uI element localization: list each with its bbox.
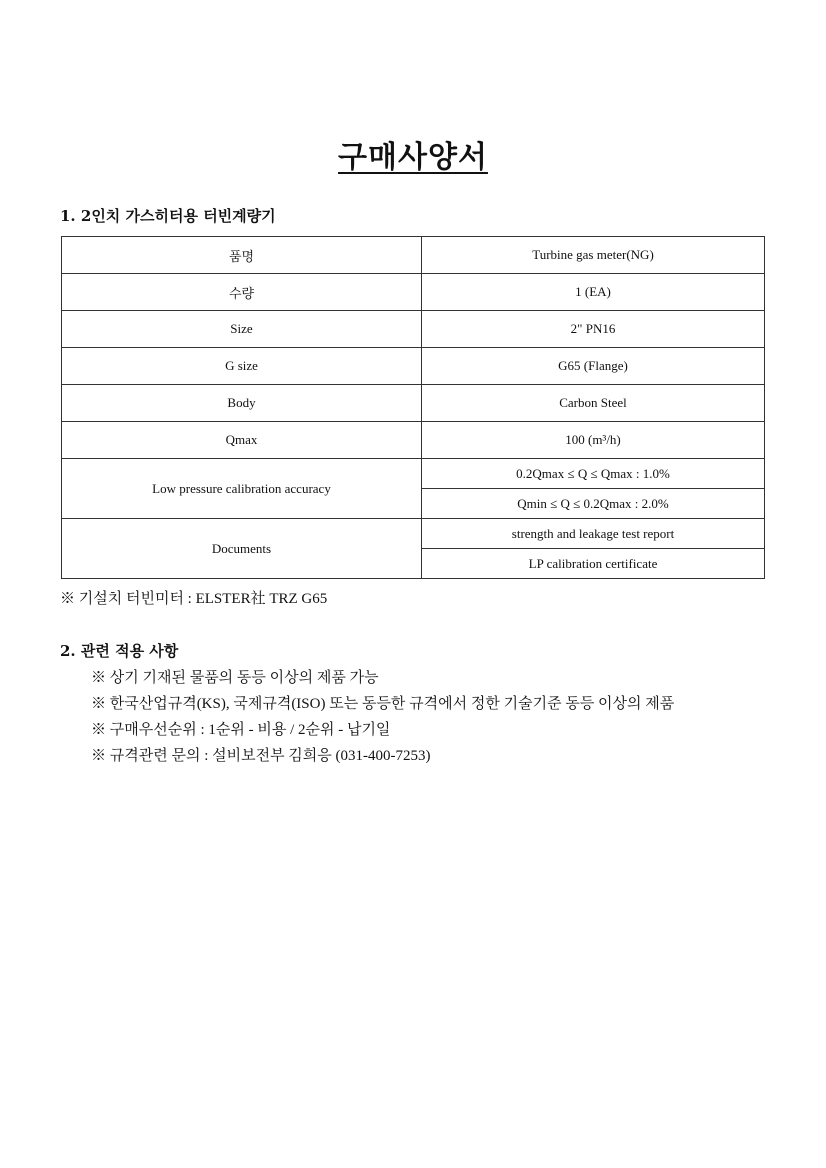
spec-label: Size bbox=[62, 311, 422, 348]
installed-meter-note: ※ 기설치 터빈미터 : ELSTER社 TRZ G65 bbox=[60, 591, 328, 607]
section-1-heading: 1. 2인치 가스히터용 터빈계량기 bbox=[60, 207, 276, 225]
section-2-heading: 2. 관련 적용 사항 bbox=[60, 642, 179, 660]
list-item: ※ 한국산업규격(KS), 국제규격(ISO) 또는 동등한 규격에서 정한 기술기준 동등 이상의 제품 bbox=[91, 696, 675, 712]
table-row bbox=[62, 385, 765, 422]
accuracy-value: Qmin ≤ Q ≤ 0.2Qmax : 2.0% bbox=[422, 489, 765, 519]
documents-value: strength and leakage test report bbox=[422, 519, 765, 549]
table-row bbox=[62, 274, 765, 311]
spec-label: 수량 bbox=[62, 274, 422, 311]
page-title-text: 구매사양서 bbox=[338, 140, 488, 175]
spec-value: 2" PN16 bbox=[422, 311, 765, 348]
spec-value: 1 (EA) bbox=[422, 274, 765, 311]
spec-label: Qmax bbox=[62, 422, 422, 459]
table-row bbox=[62, 237, 765, 274]
spec-value: Turbine gas meter(NG) bbox=[422, 237, 765, 274]
spec-label: G size bbox=[62, 348, 422, 385]
documents-value: LP calibration certificate bbox=[422, 549, 765, 579]
spec-value: G65 (Flange) bbox=[422, 348, 765, 385]
accuracy-label: Low pressure calibration accuracy bbox=[62, 459, 422, 519]
spec-value: Carbon Steel bbox=[422, 385, 765, 422]
table-row bbox=[62, 519, 765, 549]
table-row bbox=[62, 311, 765, 348]
spec-value: 100 (m³/h) bbox=[422, 422, 765, 459]
requirements-list bbox=[91, 665, 674, 769]
spec-label: 품명 bbox=[62, 237, 422, 274]
table-row bbox=[62, 348, 765, 385]
table-row bbox=[62, 459, 765, 489]
spec-label: Body bbox=[62, 385, 422, 422]
table-row bbox=[62, 422, 765, 459]
page-title bbox=[0, 132, 826, 176]
list-item: ※ 상기 기재된 물품의 동등 이상의 제품 가능 bbox=[91, 670, 379, 686]
list-item: ※ 규격관련 문의 : 설비보전부 김희응 (031-400-7253) bbox=[91, 748, 431, 764]
documents-label: Documents bbox=[62, 519, 422, 579]
spec-table bbox=[61, 236, 765, 579]
accuracy-value: 0.2Qmax ≤ Q ≤ Qmax : 1.0% bbox=[422, 459, 765, 489]
list-item: ※ 구매우선순위 : 1순위 - 비용 / 2순위 - 납기일 bbox=[91, 722, 391, 738]
